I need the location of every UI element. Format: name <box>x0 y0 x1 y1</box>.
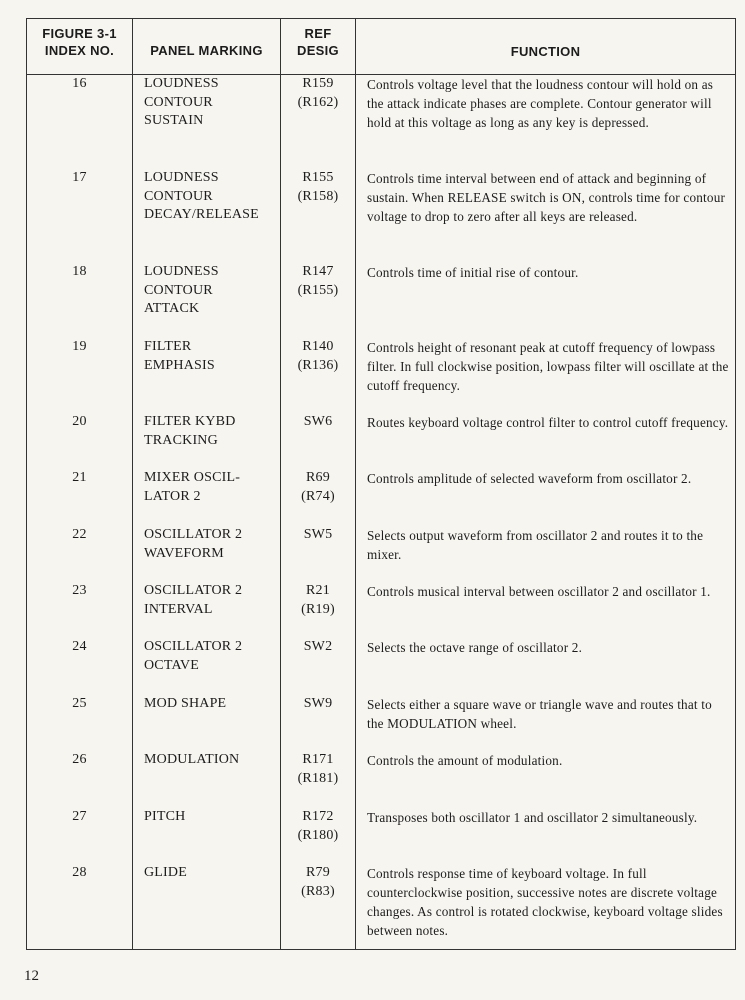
ref-desig-line: R69 <box>306 470 330 485</box>
header-ref-desig <box>281 19 356 75</box>
panel-marking-line: MIXER OSCIL- <box>144 470 241 485</box>
index-cell: 19 <box>72 339 87 354</box>
panel-marking-line: LOUDNESS <box>144 264 219 279</box>
ref-desig-line: (R181) <box>297 770 339 786</box>
header-function-label: FUNCTION <box>510 44 581 59</box>
header-index-line1: FIGURE 3-1 <box>42 26 117 41</box>
ref-desig-line: R155 <box>302 170 334 185</box>
panel-marking-line: PITCH <box>144 809 186 824</box>
panel-marking-line: CONTOUR <box>144 94 213 110</box>
panel-marking-line: GLIDE <box>144 865 187 880</box>
ref-desig-cell <box>281 338 355 375</box>
panel-marking-line: LOUDNESS <box>144 76 219 91</box>
panel-marking-cell <box>133 263 280 319</box>
ref-desig-line: SW9 <box>303 696 333 711</box>
panel-marking-cell <box>133 469 280 506</box>
ref-desig-line: R147 <box>302 264 334 279</box>
index-cell: 23 <box>72 583 87 598</box>
ref-desig-line: (R162) <box>297 94 339 110</box>
panel-marking-cell <box>133 169 280 225</box>
panel-marking-line: INTERVAL <box>144 601 213 617</box>
ref-desig-column <box>281 75 356 949</box>
index-cell: 27 <box>72 809 87 824</box>
function-cell: Controls height of resonant peak at cutoff frequency of lowpass filter. In full clockwise position, lowpass filter will oscillate at the cutoff frequency. <box>367 340 729 393</box>
ref-desig-cell <box>281 263 355 300</box>
page-number: 12 <box>24 968 39 984</box>
index-cell: 21 <box>72 470 87 485</box>
function-cell: Controls the amount of modulation. <box>367 753 563 768</box>
ref-desig-line: R171 <box>302 752 334 767</box>
ref-desig-line: SW5 <box>303 527 333 542</box>
function-cell: Controls time interval between end of attack and beginning of sustain. When RELEASE switch is ON, controls time for contour voltage to drop to zero after all keys are released. <box>367 171 726 224</box>
index-cell: 20 <box>72 414 87 429</box>
panel-marking-line: CONTOUR <box>144 188 213 204</box>
ref-desig-cell <box>281 169 355 206</box>
ref-desig-line: SW2 <box>303 639 333 654</box>
panel-marking-line: MODULATION <box>144 752 240 767</box>
header-index-line2: INDEX NO. <box>44 43 115 58</box>
panel-marking-line: MOD SHAPE <box>144 696 227 711</box>
ref-desig-line: (R19) <box>301 601 335 617</box>
panel-marking-line: FILTER KYBD <box>144 414 236 429</box>
header-ref-line2: DESIG <box>297 43 339 58</box>
panel-marking-cell <box>133 808 280 827</box>
function-cell: Transposes both oscillator 1 and oscillator 2 simultaneously. <box>367 810 698 825</box>
ref-desig-cell <box>281 413 355 432</box>
ref-desig-cell <box>281 695 355 714</box>
function-table <box>26 18 736 950</box>
function-cell: Controls voltage level that the loudness contour will hold on as the attack indicate phases are complete. Contour generator will hold at this voltage as long as any key is depressed. <box>367 77 714 130</box>
ref-desig-cell <box>281 638 355 657</box>
panel-marking-cell <box>133 413 280 450</box>
panel-marking-line: OCTAVE <box>144 657 200 673</box>
header-index <box>27 19 133 75</box>
panel-marking-line: OSCILLATOR 2 <box>144 583 243 598</box>
ref-desig-line: R172 <box>302 809 334 824</box>
panel-marking-cell <box>133 526 280 563</box>
ref-desig-cell <box>281 75 355 112</box>
panel-marking-cell <box>133 695 280 714</box>
ref-desig-line: (R136) <box>297 357 339 373</box>
panel-marking-line: OSCILLATOR 2 <box>144 527 243 542</box>
ref-desig-line: R140 <box>302 339 334 354</box>
ref-desig-cell <box>281 469 355 506</box>
ref-desig-line: R21 <box>306 583 330 598</box>
index-cell: 16 <box>72 76 87 91</box>
ref-desig-line: R79 <box>306 865 330 880</box>
ref-desig-line: (R74) <box>301 488 335 504</box>
index-cell: 25 <box>72 696 87 711</box>
index-cell: 24 <box>72 639 87 654</box>
header-ref-line1: REF <box>304 26 332 41</box>
function-cell: Selects the octave range of oscillator 2. <box>367 640 583 655</box>
function-cell: Controls amplitude of selected waveform from oscillator 2. <box>367 471 692 486</box>
header-panel-marking-label: PANEL MARKING <box>150 43 263 58</box>
panel-marking-line: LATOR 2 <box>144 488 201 504</box>
panel-marking-line: TRACKING <box>144 432 218 448</box>
index-cell: 22 <box>72 527 87 542</box>
panel-marking-cell <box>133 582 280 619</box>
function-cell: Selects output waveform from oscillator 2 and routes it to the mixer. <box>367 528 704 562</box>
ref-desig-cell <box>281 582 355 619</box>
index-cell: 26 <box>72 752 87 767</box>
panel-marking-cell <box>133 75 280 131</box>
function-column <box>356 75 735 949</box>
ref-desig-line: (R158) <box>297 188 339 204</box>
function-cell: Selects either a square wave or triangle wave and routes that to the MODULATION wheel. <box>367 697 712 731</box>
ref-desig-line: (R83) <box>301 883 335 899</box>
ref-desig-line: SW6 <box>303 414 333 429</box>
header-function <box>356 19 735 75</box>
panel-marking-column <box>133 75 281 949</box>
index-cell: 28 <box>72 865 87 880</box>
function-cell: Controls response time of keyboard voltage. In full counterclockwise position, successive notes are discrete voltage changes. As control is rotated clockwise, keyboard voltage slides between notes. <box>367 866 723 938</box>
panel-marking-line: WAVEFORM <box>144 545 224 561</box>
ref-desig-line: (R180) <box>297 827 339 843</box>
panel-marking-line: EMPHASIS <box>144 357 215 373</box>
panel-marking-line: ATTACK <box>144 301 200 317</box>
index-cell: 18 <box>72 264 87 279</box>
function-cell: Controls musical interval between oscillator 2 and oscillator 1. <box>367 584 711 599</box>
ref-desig-line: R159 <box>302 76 334 91</box>
panel-marking-cell <box>133 864 280 883</box>
panel-marking-cell <box>133 751 280 770</box>
panel-marking-line: OSCILLATOR 2 <box>144 639 243 654</box>
header-panel-marking <box>133 19 281 75</box>
panel-marking-line: SUSTAIN <box>144 113 204 129</box>
panel-marking-line: CONTOUR <box>144 282 213 298</box>
ref-desig-line: (R155) <box>297 282 339 298</box>
ref-desig-cell <box>281 526 355 545</box>
panel-marking-line: FILTER <box>144 339 192 354</box>
function-cell: Controls time of initial rise of contour. <box>367 265 579 280</box>
panel-marking-cell <box>133 338 280 375</box>
ref-desig-cell <box>281 864 355 901</box>
index-column <box>27 75 133 949</box>
panel-marking-line: LOUDNESS <box>144 170 219 185</box>
panel-marking-cell <box>133 638 280 675</box>
panel-marking-line: DECAY/RELEASE <box>144 207 259 223</box>
ref-desig-cell <box>281 751 355 788</box>
function-cell: Routes keyboard voltage control filter to control cutoff frequency. <box>367 415 729 430</box>
ref-desig-cell <box>281 808 355 845</box>
index-cell: 17 <box>72 170 87 185</box>
